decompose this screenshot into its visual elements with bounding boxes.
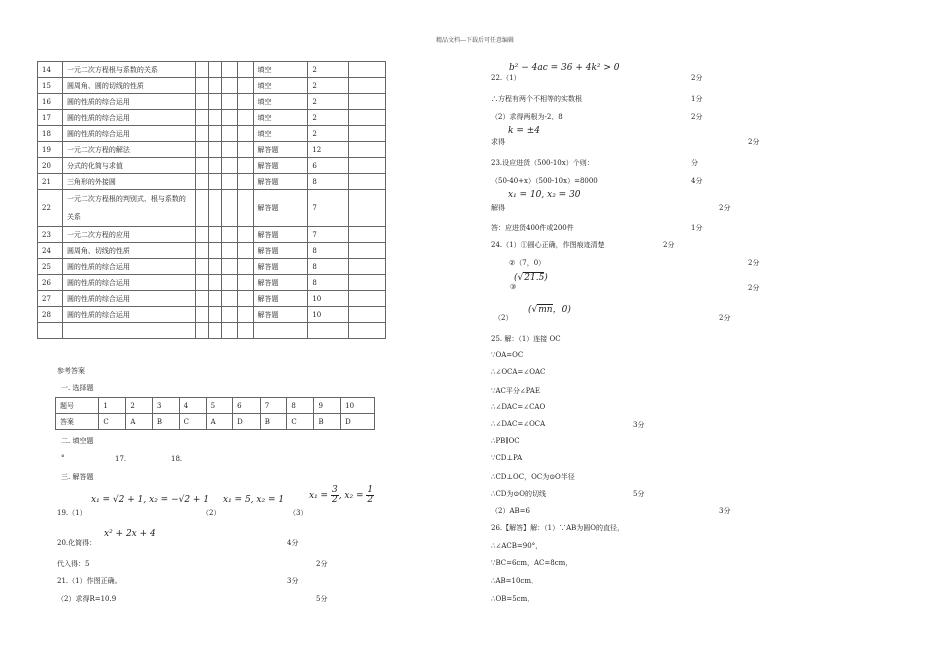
answer-cell: D	[341, 414, 375, 430]
table-cell	[237, 78, 253, 94]
answer-cell: 8	[287, 398, 314, 414]
q22-find-label: 求得	[491, 138, 505, 146]
table-cell	[221, 142, 237, 158]
table-cell: 10	[308, 291, 349, 307]
answer-cell: 9	[314, 398, 341, 414]
q24-part3-label: ③	[510, 283, 517, 291]
table-row	[38, 94, 386, 110]
table-cell	[349, 243, 386, 259]
answer-cell: B	[260, 414, 287, 430]
table-cell	[237, 291, 253, 307]
q24-point: ②（7，0）	[509, 259, 546, 267]
table-cell	[195, 110, 208, 126]
table-cell: 10	[308, 307, 349, 323]
table-cell	[208, 190, 221, 227]
answer-table-header-row	[56, 398, 375, 414]
table-row	[38, 174, 386, 190]
q22-find-score: 2分	[748, 138, 760, 146]
table-cell	[237, 275, 253, 291]
q22-label: 22.（1）	[491, 74, 521, 82]
q25-score-2: 5分	[633, 490, 645, 498]
q26-line: ∴OB=5cm．	[491, 595, 535, 603]
q24-part2-score: 2分	[719, 314, 731, 322]
table-cell	[253, 323, 308, 339]
table-cell: 16	[38, 94, 63, 110]
table-cell: 2	[308, 94, 349, 110]
table-cell	[349, 307, 386, 323]
section-solve-title: 三. 解答题	[61, 473, 94, 481]
answer-cell: 3	[152, 398, 179, 414]
table-cell: 23	[38, 227, 63, 243]
q22-conclusion: ∴方程有两个不相等的实数根	[491, 95, 582, 103]
table-row	[38, 62, 386, 78]
q23-solve-label: 解得	[491, 204, 505, 212]
table-cell: 填空	[253, 62, 308, 78]
answer-cell: 2	[126, 398, 153, 414]
table-cell	[195, 227, 208, 243]
table-cell	[195, 94, 208, 110]
table-cell: 解答题	[253, 227, 308, 243]
table-cell	[221, 158, 237, 174]
table-cell: 2	[308, 110, 349, 126]
answer-cell: 1	[99, 398, 126, 414]
q19-answer-3: x₁ = $\frac{3}{2}$ , x₂ = $\frac{1}{2}$	[309, 485, 374, 505]
table-cell	[221, 78, 237, 94]
q25-line: ∴PB∥OC	[491, 437, 520, 445]
table-cell: 22	[38, 190, 63, 227]
table-cell: 圆的性质的综合运用	[62, 94, 195, 110]
table-cell	[208, 78, 221, 94]
table-cell: 解答题	[253, 243, 308, 259]
q26-line: ∴AB=10cm．	[491, 577, 538, 585]
table-cell	[195, 291, 208, 307]
table-cell: 7	[308, 227, 349, 243]
table-cell: 圆周角、切线的性质	[62, 243, 195, 259]
fill-answer-degree: °	[61, 454, 65, 462]
table-cell	[349, 94, 386, 110]
answer-cell: C	[287, 414, 314, 430]
table-cell	[208, 259, 221, 275]
q23-equation: （50-40+x）（500-10x）=8000	[491, 177, 598, 185]
q24-part1: 24.（1）①圆心正确，作图痕迹清楚	[491, 241, 605, 249]
table-cell	[208, 174, 221, 190]
table-cell: 24	[38, 243, 63, 259]
q22-roots-score: 2分	[691, 113, 703, 121]
table-cell	[208, 323, 221, 339]
q25-line: 25. 解：（1）连接 OC	[491, 335, 561, 343]
q26-line: ∵BC=6cm，AC=8cm，	[491, 559, 573, 567]
table-cell	[349, 227, 386, 243]
q23-answer: 答：应进货400件或200件	[491, 224, 574, 232]
answer-cell: 10	[341, 398, 375, 414]
reference-answers-title: 参考答案	[57, 367, 85, 375]
table-cell	[349, 78, 386, 94]
table-cell	[195, 259, 208, 275]
q23-setup-score: 分	[691, 159, 698, 167]
table-cell	[308, 323, 349, 339]
q22-score: 2分	[691, 74, 703, 82]
table-cell	[208, 62, 221, 78]
section-fill-title: 二. 填空题	[61, 437, 94, 445]
table-cell: 25	[38, 259, 63, 275]
table-cell	[237, 126, 253, 142]
answer-cell: A	[206, 414, 233, 430]
table-cell	[195, 142, 208, 158]
q23-answer-score: 1分	[691, 224, 703, 232]
table-cell: 解答题	[253, 158, 308, 174]
q25-line: ∴CD为⊙O的切线	[491, 490, 547, 498]
table-cell	[221, 243, 237, 259]
q22-roots: （2）求得两根为-2、8	[491, 113, 563, 121]
table-cell	[221, 227, 237, 243]
table-cell	[349, 259, 386, 275]
table-cell	[221, 110, 237, 126]
table-cell	[208, 126, 221, 142]
table-cell: 20	[38, 158, 63, 174]
q26-line: ∴∠ACB=90°，	[491, 542, 543, 550]
table-cell: 8	[308, 259, 349, 275]
table-cell	[237, 190, 253, 227]
q20-score: 4分	[287, 539, 299, 547]
table-cell: 17	[38, 110, 63, 126]
table-cell	[221, 291, 237, 307]
table-row	[38, 158, 386, 174]
table-row	[38, 110, 386, 126]
table-cell	[237, 142, 253, 158]
table-cell: 填空	[253, 110, 308, 126]
answer-cell: 6	[233, 398, 261, 414]
table-cell: 6	[308, 158, 349, 174]
table-cell: 解答题	[253, 275, 308, 291]
table-cell	[221, 190, 237, 227]
table-row	[38, 323, 386, 339]
table-cell: 21	[38, 174, 63, 190]
q24-point-score: 2分	[748, 259, 760, 267]
answer-table-answer-row	[56, 414, 375, 430]
table-cell: 圆的性质的综合运用	[62, 291, 195, 307]
answer-cell: C	[179, 414, 206, 430]
q24-part1-score: 2分	[663, 241, 675, 249]
q20-substitute: 代入得：5	[57, 560, 90, 568]
table-cell	[195, 307, 208, 323]
table-row	[38, 307, 386, 323]
table-cell	[208, 227, 221, 243]
answer-cell: B	[314, 414, 341, 430]
table-cell: 12	[308, 142, 349, 158]
q22-k-value: k = ±4	[508, 126, 540, 136]
table-cell: 解答题	[253, 142, 308, 158]
table-cell	[62, 323, 195, 339]
table-cell	[195, 62, 208, 78]
table-cell	[349, 126, 386, 142]
table-cell: 7	[308, 190, 349, 227]
table-cell	[349, 291, 386, 307]
q25-line: ∴CD⊥OC，OC为⊙O半径	[491, 473, 575, 481]
table-row	[38, 78, 386, 94]
q26-line: 26.【解答】解：（1）∵AB为圆O的直径，	[491, 524, 625, 532]
q21-part1-score: 3分	[287, 577, 299, 585]
table-cell	[195, 323, 208, 339]
table-cell: 填空	[253, 78, 308, 94]
table-cell: 圆的性质的综合运用	[62, 275, 195, 291]
answer-cell: A	[126, 414, 153, 430]
q24-part2-label: （2）	[494, 314, 513, 322]
table-cell: 解答题	[253, 190, 308, 227]
table-cell: 圆周角、圆的切线的性质	[62, 78, 195, 94]
table-cell: 8	[308, 174, 349, 190]
table-cell: 解答题	[253, 291, 308, 307]
table-cell	[195, 126, 208, 142]
table-cell	[237, 227, 253, 243]
table-cell	[208, 142, 221, 158]
table-cell	[195, 78, 208, 94]
q25-line: ∴∠DAC=∠CAO	[491, 403, 546, 411]
table-cell	[208, 94, 221, 110]
table-cell: 一元二次方程根的判别式、根与系数的关系	[62, 190, 195, 227]
q25-line: ∴∠OCA=∠OAC	[491, 368, 546, 376]
table-cell: 填空	[253, 94, 308, 110]
table-row	[38, 259, 386, 275]
q22-discriminant: b² − 4ac = 36 + 4k² > 0	[509, 63, 620, 73]
q25-line: ∴∠DAC=∠OCA	[491, 420, 546, 428]
answer-cell: 4	[179, 398, 206, 414]
table-row	[38, 243, 386, 259]
table-cell: 解答题	[253, 259, 308, 275]
section-choice-title: 一. 选择题	[61, 384, 94, 392]
table-cell: 填空	[253, 126, 308, 142]
q20-answer: x² + 2x + 4	[104, 529, 156, 539]
q23-setup: 23.设应进货（500-10x）个则：	[491, 159, 594, 167]
table-cell	[237, 243, 253, 259]
q25-score-3: 3分	[719, 507, 731, 515]
table-cell	[208, 307, 221, 323]
table-row	[38, 227, 386, 243]
table-cell	[195, 174, 208, 190]
q24-part3-score: 2分	[748, 284, 760, 292]
table-cell	[349, 275, 386, 291]
table-cell	[195, 190, 208, 227]
table-cell	[208, 110, 221, 126]
q21-part1: 21.（1）作图正确。	[57, 577, 122, 585]
q24-part2-answer: (√mn，0)	[528, 305, 571, 315]
table-cell	[237, 307, 253, 323]
table-cell	[221, 307, 237, 323]
table-row	[38, 275, 386, 291]
table-row	[38, 190, 386, 227]
q23-solution: x₁ = 10, x₂ = 30	[508, 190, 581, 200]
answer-cell: B	[152, 414, 179, 430]
table-cell	[237, 323, 253, 339]
table-cell	[221, 62, 237, 78]
table-cell: 2	[308, 126, 349, 142]
table-cell	[237, 158, 253, 174]
q19-part3-label: （3）	[289, 509, 308, 517]
table-cell	[349, 142, 386, 158]
table-cell	[221, 323, 237, 339]
answer-cell: 5	[206, 398, 233, 414]
table-row	[38, 126, 386, 142]
q19-part2-label: （2）	[202, 509, 221, 517]
table-cell	[221, 259, 237, 275]
table-cell	[349, 62, 386, 78]
table-cell	[195, 243, 208, 259]
table-cell	[208, 243, 221, 259]
q20-substitute-score: 2分	[316, 560, 328, 568]
q23-solve-score: 2分	[719, 204, 731, 212]
table-cell	[349, 323, 386, 339]
table-cell	[221, 275, 237, 291]
table-cell	[237, 174, 253, 190]
table-cell	[221, 94, 237, 110]
q20-label: 20.化简得：	[57, 539, 97, 547]
table-cell	[195, 158, 208, 174]
table-cell	[349, 190, 386, 227]
table-cell	[237, 110, 253, 126]
table-cell: 三角形的外接圆	[62, 174, 195, 190]
table-cell: 8	[308, 275, 349, 291]
table-cell	[208, 158, 221, 174]
table-cell: 解答题	[253, 307, 308, 323]
table-cell: 一元二次方程的解法	[62, 142, 195, 158]
q22-conclusion-score: 1分	[691, 95, 703, 103]
table-cell	[237, 94, 253, 110]
q21-part2: （2）求得R=10.9	[57, 595, 117, 603]
table-cell: 圆的性质的综合运用	[62, 126, 195, 142]
q25-line: ∵OA=OC	[491, 351, 524, 359]
table-row	[38, 291, 386, 307]
table-cell: 2	[308, 78, 349, 94]
q19-answer-1: x₁ = √2 + 1, x₂ = −√2 + 1	[91, 495, 210, 505]
table-cell: 27	[38, 291, 63, 307]
table-cell: 28	[38, 307, 63, 323]
table-cell: 解答题	[253, 174, 308, 190]
q19-answer-2: x₁ = 5, x₂ = 1	[223, 495, 285, 505]
q23-equation-score: 4分	[691, 177, 703, 185]
answer-cell: 题号	[56, 398, 99, 414]
table-cell: 18	[38, 126, 63, 142]
answer-cell: 答案	[56, 414, 99, 430]
table-cell	[221, 126, 237, 142]
table-cell: 26	[38, 275, 63, 291]
table-cell: 一元二次方程根与系数的关系	[62, 62, 195, 78]
table-cell	[349, 174, 386, 190]
table-cell	[237, 62, 253, 78]
table-cell: 圆的性质的综合运用	[62, 110, 195, 126]
q24-part3-answer: (√21.5)	[514, 273, 548, 283]
q21-part2-score: 5分	[316, 595, 328, 603]
q25-line: （2）AB=6	[491, 507, 530, 515]
table-cell	[38, 323, 63, 339]
table-cell	[237, 259, 253, 275]
table-row	[38, 142, 386, 158]
knowledge-table	[37, 61, 386, 339]
q25-score-1: 3分	[633, 421, 645, 429]
q25-line: ∵CD⊥PA	[491, 454, 523, 462]
q25-line: ∵AC平分∠PAE	[491, 387, 540, 395]
answer-table	[55, 397, 375, 430]
table-cell	[221, 174, 237, 190]
table-cell	[195, 275, 208, 291]
table-cell: 19	[38, 142, 63, 158]
table-cell: 8	[308, 243, 349, 259]
fill-answer-17: 17.	[115, 455, 127, 463]
table-cell: 圆的性质的综合运用	[62, 307, 195, 323]
table-cell	[349, 110, 386, 126]
table-cell: 分式的化简与求值	[62, 158, 195, 174]
table-cell: 圆的性质的综合运用	[62, 259, 195, 275]
table-cell: 2	[308, 62, 349, 78]
answer-cell: C	[99, 414, 126, 430]
table-cell: 一元二次方程的应用	[62, 227, 195, 243]
table-cell: 14	[38, 62, 63, 78]
q19-label: 19.（1）	[57, 509, 87, 517]
table-cell	[208, 291, 221, 307]
page-header: 精品文档---下载后可任意编辑	[435, 37, 515, 44]
fill-answer-18: 18.	[171, 455, 183, 463]
answer-cell: 7	[260, 398, 287, 414]
table-cell: 15	[38, 78, 63, 94]
table-cell	[208, 275, 221, 291]
answer-cell: D	[233, 414, 261, 430]
table-cell	[349, 158, 386, 174]
